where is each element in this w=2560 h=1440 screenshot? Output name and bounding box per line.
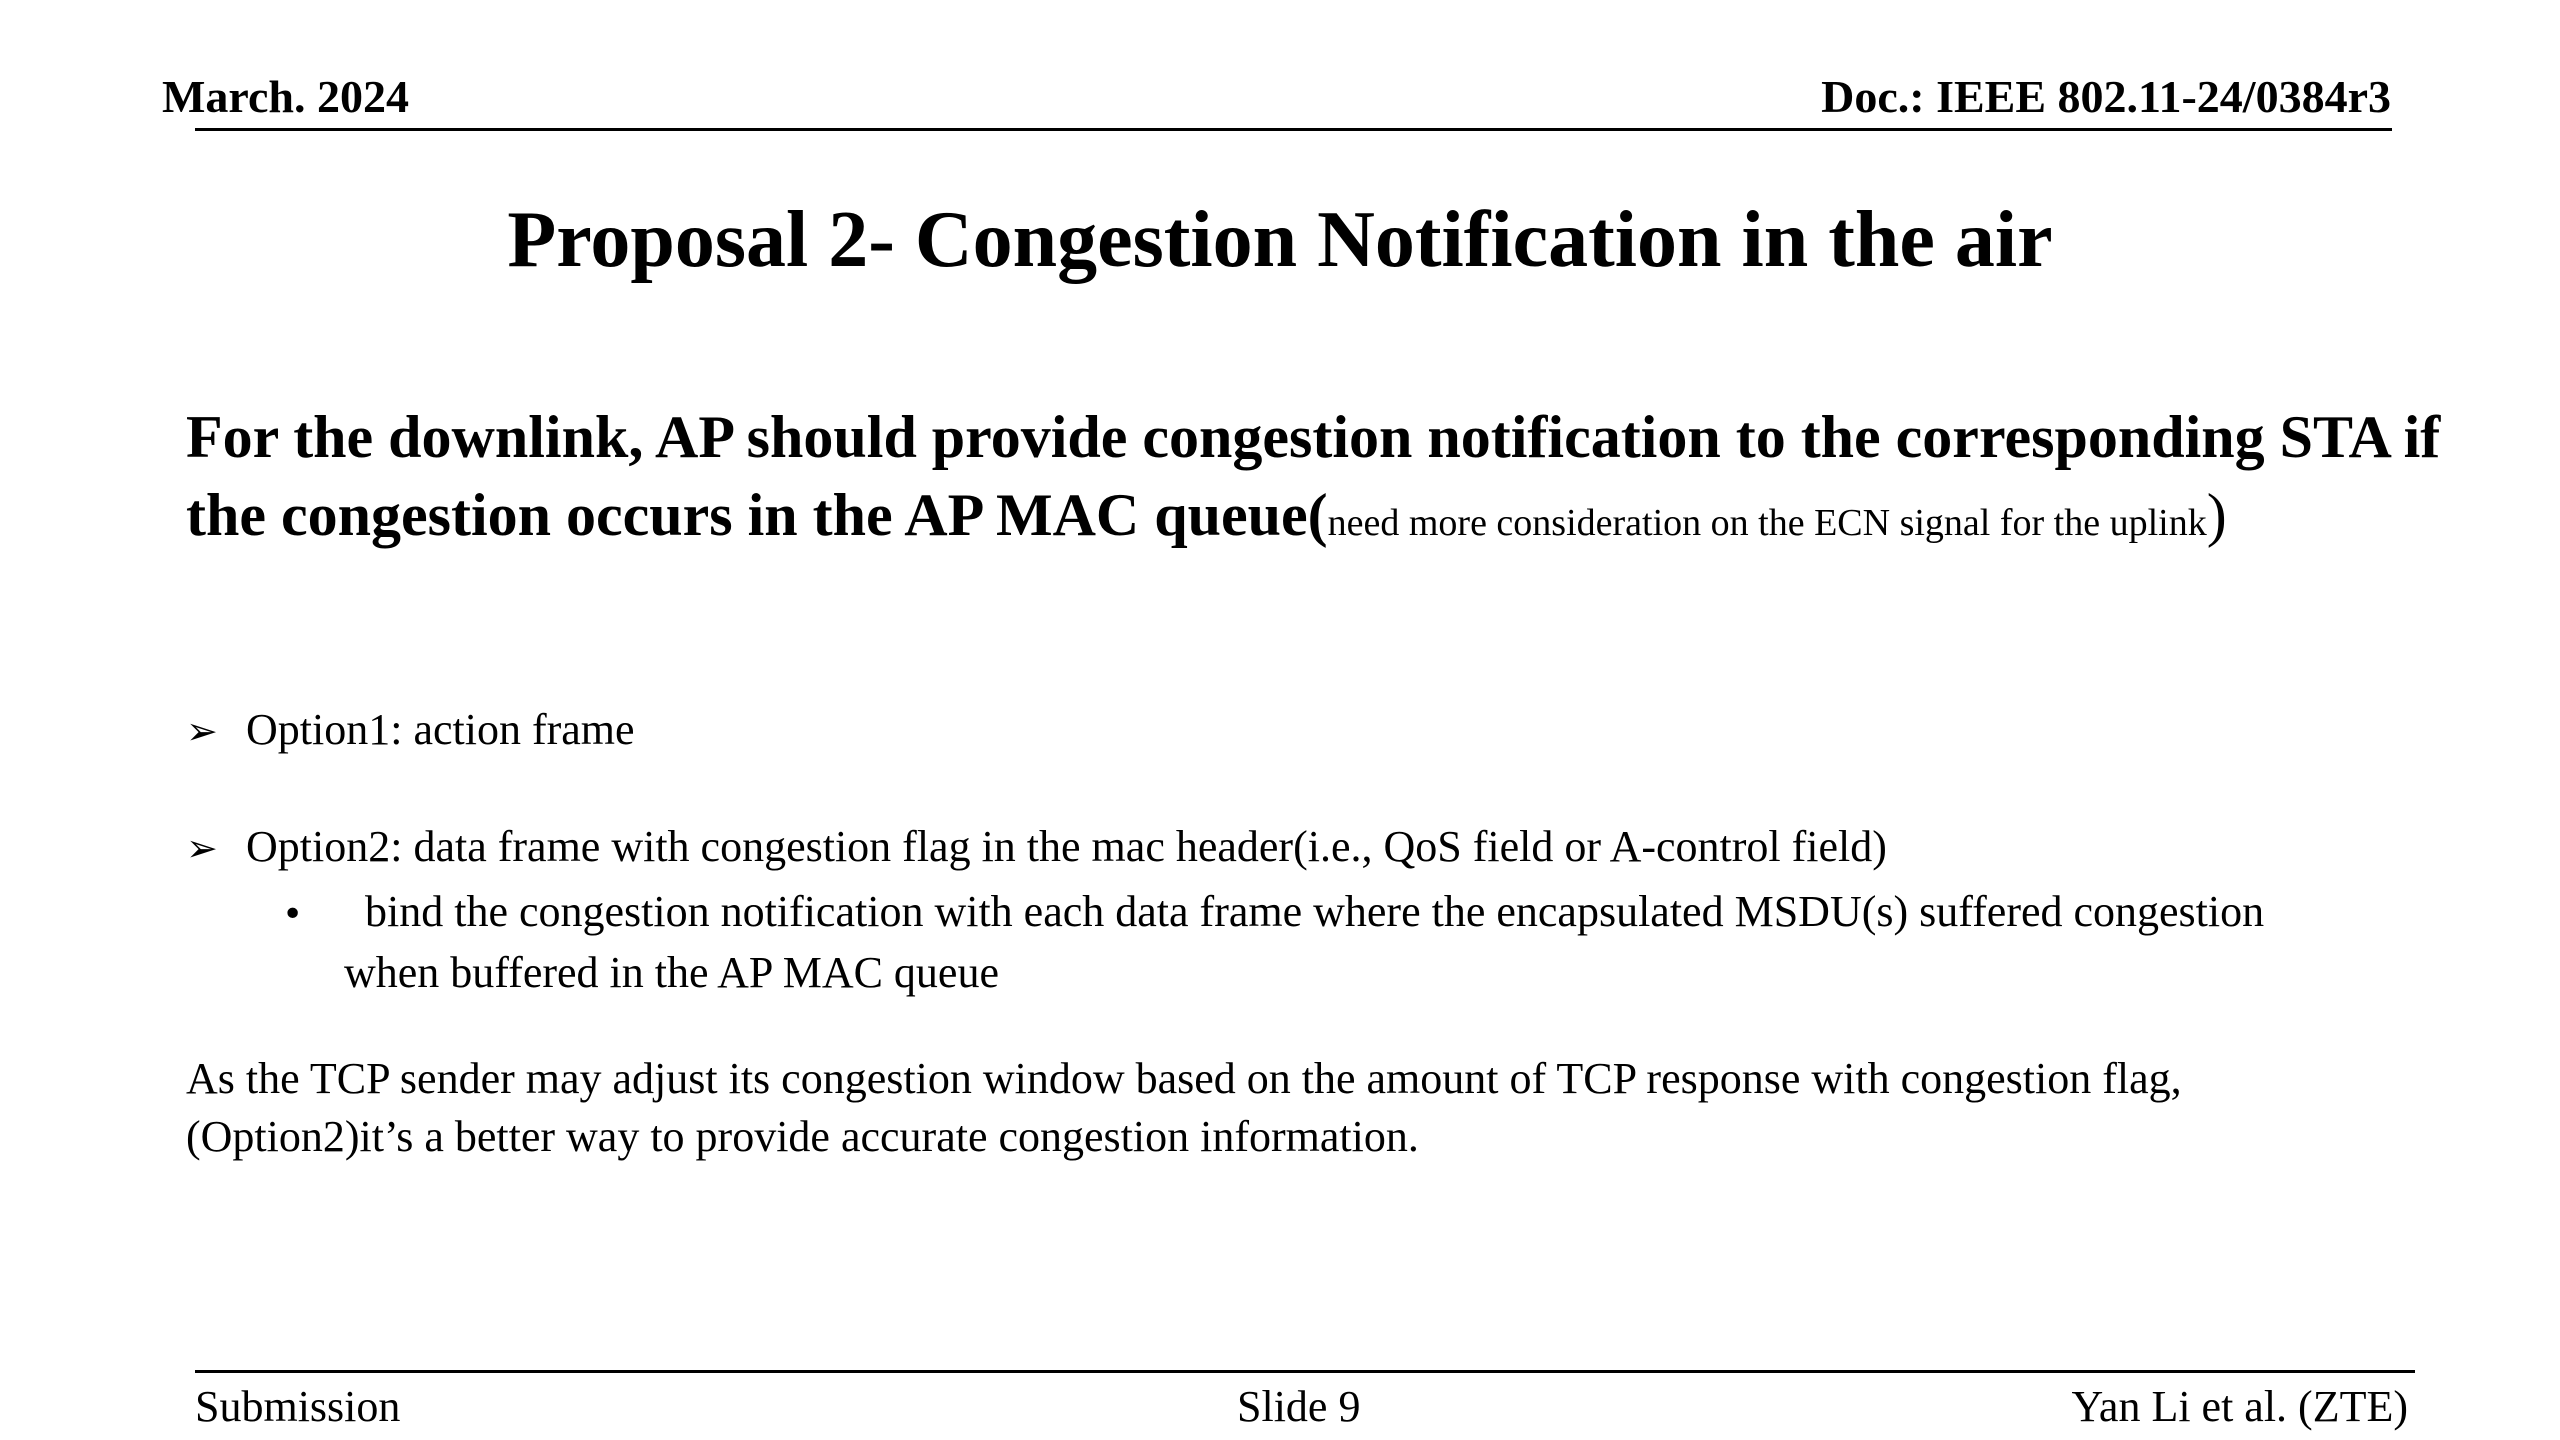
option-2-sub-bullet (282, 883, 2482, 1002)
option-1-bullet (186, 705, 635, 754)
slide-title: Proposal 2- Congestion Notification in the air (507, 196, 2053, 284)
lead-main-text: For the downlink, AP should provide congestion notification to the corresponding STA if the congestion occurs in the AP MAC queue( (186, 404, 2441, 548)
header-doc-id: Doc.: IEEE 802.11-24/0384r3 (1821, 71, 2391, 122)
arrow-bullet-icon: ➢ (186, 709, 218, 753)
arrow-bullet-icon: ➢ (186, 826, 218, 870)
option-1-text: Option1: action frame (246, 705, 635, 754)
footer-divider (195, 1370, 2415, 1373)
header-date: March. 2024 (162, 71, 410, 122)
lead-note-text: need more consideration on the ECN signal for the uplink (1327, 502, 2207, 544)
footer-submission: Submission (195, 1382, 401, 1431)
conclusion-line-2: (Option2)it’s a better way to provide accurate congestion information. (186, 1112, 1419, 1161)
lead-statement (186, 398, 2466, 562)
sub-bullet-line-2: when buffered in the AP MAC queue (344, 948, 999, 997)
footer-slide-number: Slide 9 (1237, 1382, 1361, 1431)
option-2-text: Option2: data frame with congestion flag in the mac header(i.e., QoS field or A-control field) (246, 822, 1887, 871)
dot-bullet-icon: • (282, 894, 304, 935)
header-divider (195, 128, 2392, 131)
footer-author: Yan Li et al. (ZTE) (2071, 1382, 2408, 1431)
conclusion-paragraph (186, 1050, 2526, 1166)
lead-close-paren: ) (2206, 482, 2227, 548)
sub-bullet-line-1 (282, 883, 2482, 944)
conclusion-line-1: As the TCP sender may adjust its congestion window based on the amount of TCP response with congestion flag, (186, 1054, 2182, 1103)
option-2-bullet (186, 822, 1887, 871)
sub-bullet-text-1: bind the congestion notification with each data frame where the encapsulated MSDU(s) suffered congestion (354, 887, 2265, 936)
